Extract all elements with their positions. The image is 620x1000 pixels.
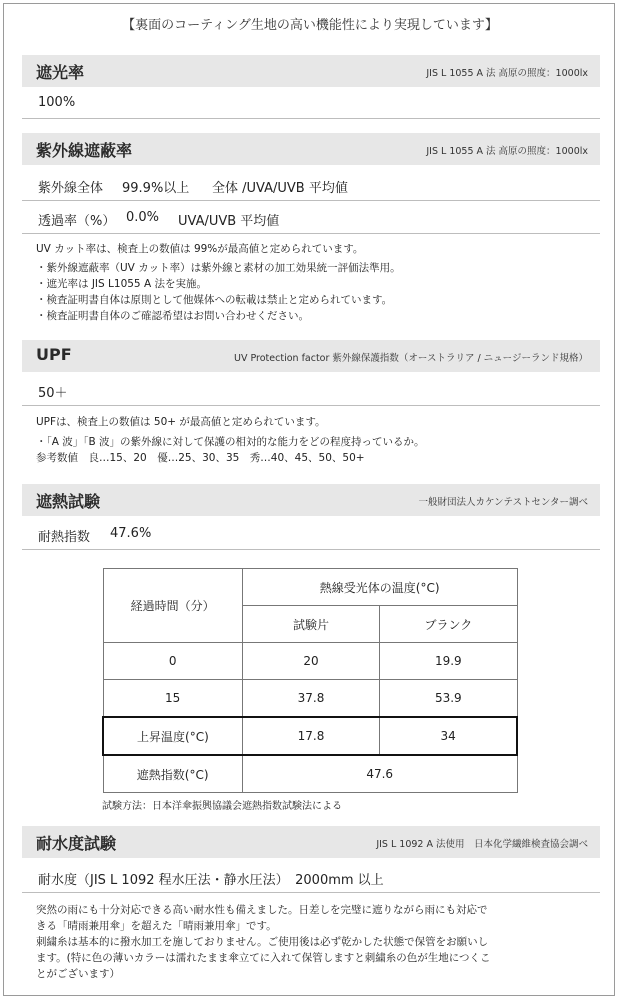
uv-row-value: 99.9%以上 (122, 181, 190, 196)
heat-index-row (22, 526, 600, 550)
table-row (103, 755, 517, 793)
note-line: ・検査証明書自体は原則として他媒体への転載は禁止と定められています。 (36, 294, 393, 306)
table-row (103, 680, 517, 718)
table-cell: 上昇温度(°C) (103, 717, 242, 755)
note-line: UV カット率は、検査上の数値は 99%が最高値と定められています。 (36, 243, 364, 255)
uv-row-note: 全体 /UVA/UVB 平均値 (212, 181, 348, 196)
section-header-water (22, 826, 600, 858)
table-cell: 20 (242, 643, 379, 680)
table-header-blank: ブランク (380, 606, 517, 643)
upf-value-row (22, 382, 600, 406)
note-line: ・紫外線遮蔽率（UV カット率）は紫外線と素材の加工効果統一評価法準用。 (36, 262, 401, 274)
note-line: 参考数値 良…15、20 優…25、30、35 秀…40、45、50、50+ (36, 452, 365, 464)
section-header-heat (22, 484, 600, 516)
section-header-upf (22, 340, 600, 372)
heat-index-label: 耐熱指数 (38, 530, 91, 545)
page-title: 【裏面のコーティング生地の高い機能性により実現しています】 (122, 18, 498, 33)
section-source: 一般財団法人カケンテストセンター調べ (418, 497, 588, 508)
table-cell: 15 (103, 680, 242, 718)
table-cell: 34 (380, 717, 517, 755)
water-row (22, 869, 600, 893)
upf-notes (36, 414, 425, 466)
uv-row-value: 0.0% (126, 210, 160, 225)
note-line: ・検査証明書自体のご確認希望はお問い合わせください。 (36, 310, 309, 322)
test-method-note: 試験方法：日本洋傘振興協議会遮熱指数試験法による (102, 801, 342, 812)
uv-notes (36, 241, 401, 324)
section-heading: 耐水度試験 (36, 834, 117, 853)
table-cell: 37.8 (242, 680, 379, 718)
note-line: ・「A 波」「B 波」の紫外線に対して保護の相対的な能力をどの程度持っているか。 (36, 436, 425, 448)
shading-value: 100% (38, 95, 76, 110)
section-header-uv (22, 133, 600, 165)
table-header-elapsed: 経過時間（分） (103, 569, 242, 643)
uv-row-note: UVA/UVB 平均値 (178, 214, 280, 229)
table-cell: 17.8 (242, 717, 379, 755)
uv-row-label: 紫外線全体 (38, 181, 104, 196)
water-value: 耐水度（JIS L 1092 程水圧法・静水圧法） 2000mm 以上 (38, 873, 384, 888)
uv-row-total (22, 177, 600, 201)
water-notes (36, 902, 491, 982)
note-line: UPFは、検査上の数値は 50+ が最高値と定められています。 (36, 416, 326, 428)
section-header-shading (22, 55, 600, 87)
section-heading: UPF (36, 345, 72, 364)
table-row-highlighted (103, 717, 517, 755)
upf-value: 50＋ (38, 386, 68, 401)
uv-row-transmission (22, 210, 600, 234)
section-heading: 紫外線遮蔽率 (36, 141, 133, 160)
note-line: ます。(特に色の薄いカラーは濡れたまま傘立てに入れて保管しますと刺繍糸の色が生地につくこ (36, 952, 491, 964)
table-cell: 47.6 (242, 755, 517, 793)
table-header-sample: 試験片 (242, 606, 379, 643)
uv-row-label: 透過率（%） (38, 214, 116, 229)
section-source: UV Protection factor 紫外線保護指数（オーストラリア / ニュージーランド規格） (234, 353, 588, 364)
note-line: 刺繍糸は基本的に撥水加工を施しておりません。ご使用後は必ず乾かした状態で保管をお願いし (36, 936, 489, 948)
section-source: JIS L 1092 A 法使用 日本化学繊維検査協会調べ (376, 839, 588, 850)
note-line: ・遮光率は JIS L1055 A 法を実施。 (36, 278, 207, 290)
shading-value-row (22, 95, 600, 119)
table-cell: 53.9 (380, 680, 517, 718)
section-heading: 遮光率 (36, 63, 85, 82)
table-cell: 遮熱指数(°C) (103, 755, 242, 793)
section-source: JIS L 1055 A 法 高原の照度：1000lx (426, 68, 588, 79)
table-cell: 0 (103, 643, 242, 680)
section-source: JIS L 1055 A 法 高原の照度：1000lx (426, 146, 588, 157)
section-heading: 遮熱試験 (36, 492, 101, 511)
table-cell: 19.9 (380, 643, 517, 680)
note-line: とがございます） (36, 968, 120, 980)
heat-index-value: 47.6% (110, 526, 152, 541)
table-header-temp: 熱線受光体の温度(°C) (242, 569, 517, 606)
heat-test-table (102, 568, 518, 793)
table-row (103, 643, 517, 680)
note-line: 突然の雨にも十分対応できる高い耐水性も備えました。日差しを完璧に遮りながら雨にも対応で (36, 904, 488, 916)
note-line: きる「晴雨兼用傘」を超えた「晴雨兼用傘」です。 (36, 920, 277, 932)
